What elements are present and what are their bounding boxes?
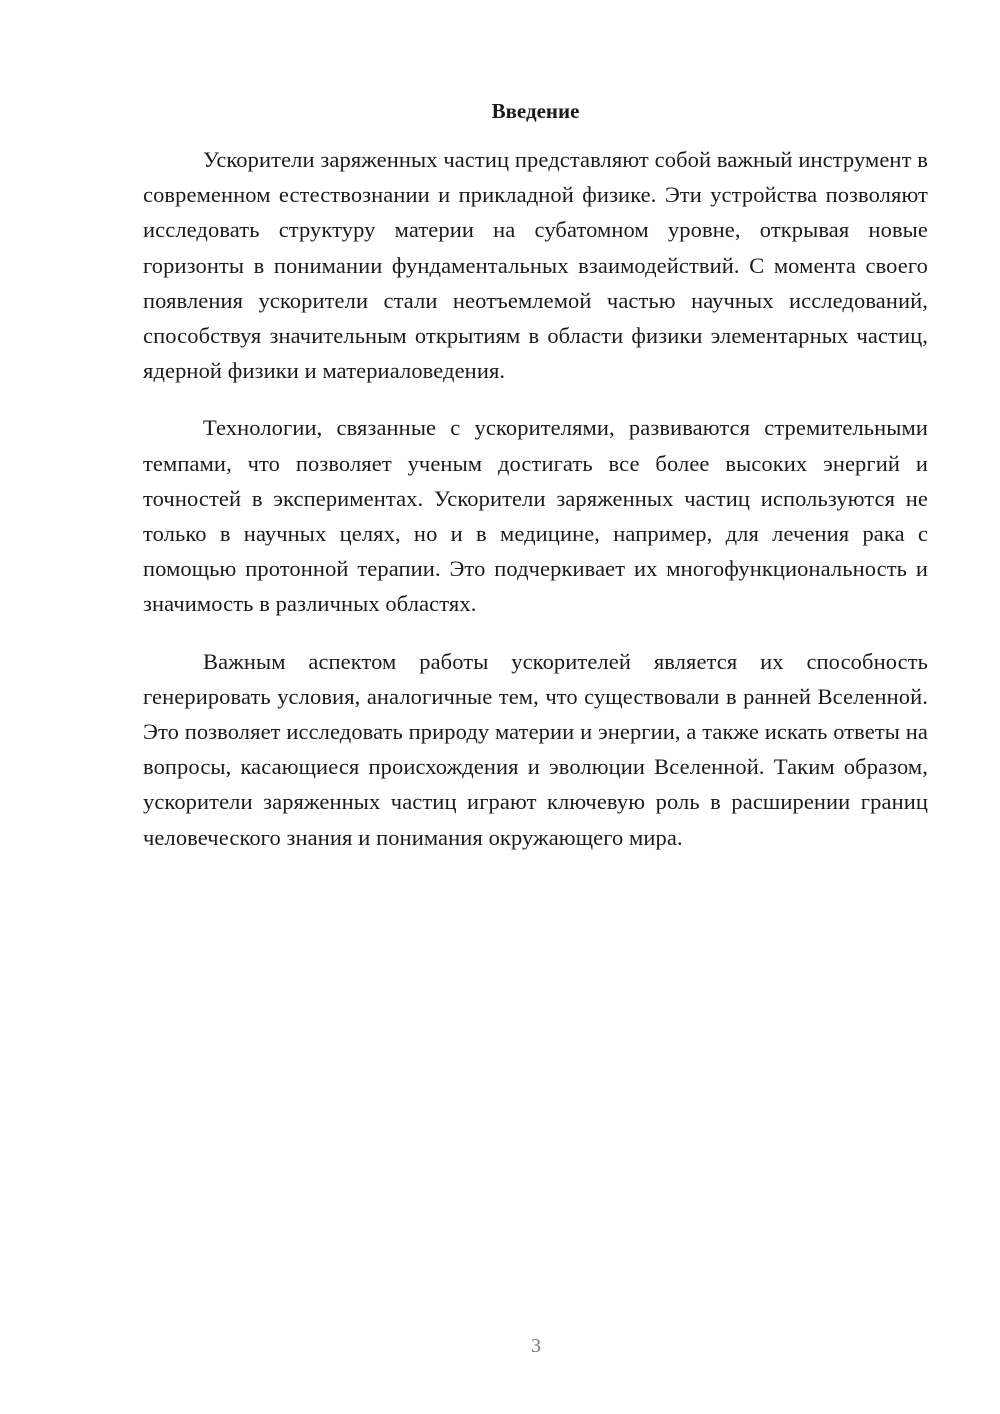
page-number: 3 bbox=[531, 1335, 541, 1357]
paragraph-1: Ускорители заряженных частиц представляют собой важный инструмент в современном естествознании и прикладной физике. Эти устройства позволяют исследовать структуру материи на субатомном уровне, открывая новые горизонты в понимании фундаментальных взаимодействий. С момента своего появления ускорители стали неотъемлемой частью научных исследований, способствуя значительным открытиям в области физики элементарных частиц, ядерной физики и материаловедения. bbox=[143, 147, 928, 384]
paragraph-3: Важным аспектом работы ускорителей является их способность генерировать условия, аналогичные тем, что существовали в ранней Вселенной. Это позволяет исследовать природу материи и энергии, а также искать ответы на вопросы, касающиеся происхождения и эволюции Вселенной. Таким образом, ускорители заряженных частиц играют ключевую роль в расширении границ человеческого знания и понимания окружающего мира. bbox=[143, 648, 928, 850]
paragraph-2: Технологии, связанные с ускорителями, развиваются стремительными темпами, что позволяет ученым достигать все более высоких энергий и точностей в экспериментах. Ускорители заряженных частиц используются не только в научных целях, но и в медицине, например, для лечения рака с помощью протонной терапии. Это подчеркивает их многофункциональность и значимость в различных областях. bbox=[143, 415, 928, 617]
page-content bbox=[143, 96, 928, 877]
section-title: Введение bbox=[491, 99, 580, 123]
